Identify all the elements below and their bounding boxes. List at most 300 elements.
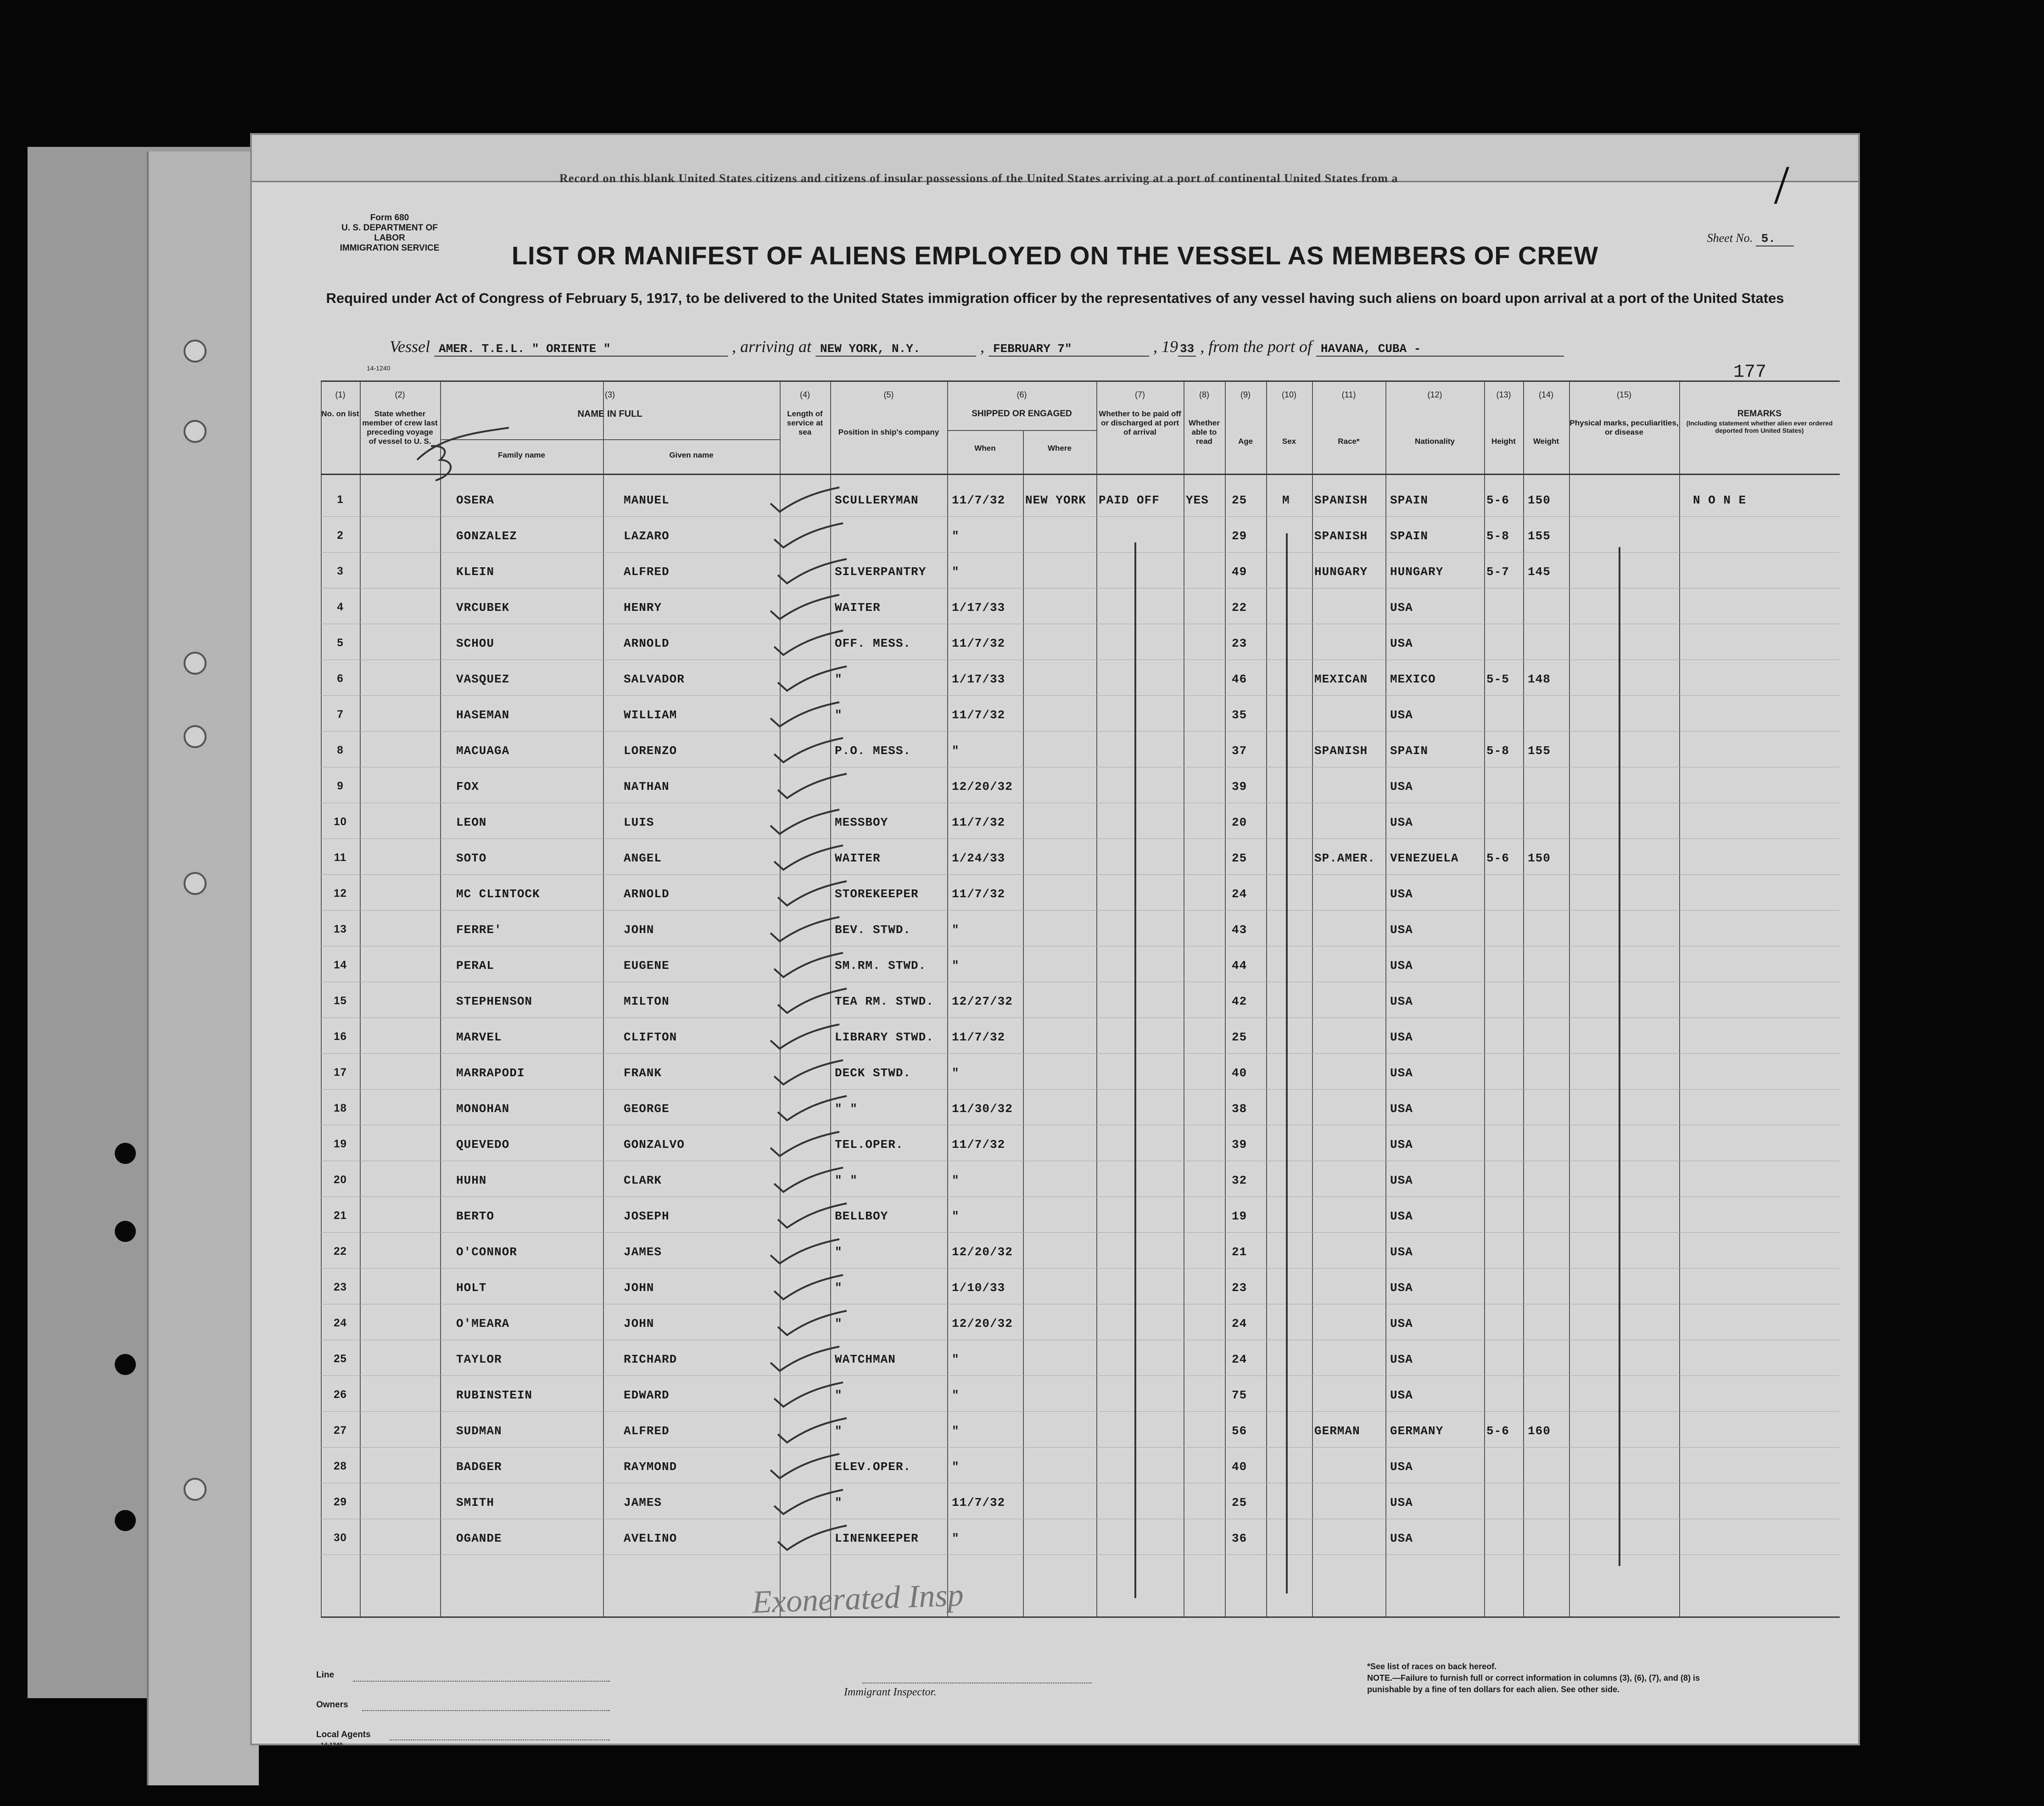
cell-age: 75 <box>1232 1388 1247 1402</box>
vessel-label: Vessel <box>390 337 430 356</box>
cell-no: 12 <box>334 887 347 900</box>
cell-age: 24 <box>1232 1317 1247 1331</box>
cell-given: JOHN <box>624 923 654 937</box>
cell-no: 16 <box>334 1030 347 1043</box>
cell-when: " <box>952 1353 960 1366</box>
cell-age: 20 <box>1232 816 1247 829</box>
cell-nationality: USA <box>1390 1030 1413 1044</box>
cell-age: 23 <box>1232 637 1247 650</box>
cell-position: " <box>835 672 843 686</box>
cell-nationality: MEXICO <box>1390 672 1436 686</box>
footer-notes <box>1367 1661 1716 1695</box>
cell-age: 32 <box>1232 1174 1247 1187</box>
cell-nationality: USA <box>1390 601 1413 615</box>
cell-position: SILVERPANTRY <box>835 565 927 579</box>
cell-when: " <box>952 1460 960 1474</box>
header-family-name: Family name <box>498 451 545 459</box>
cell-when: 1/17/33 <box>952 672 1005 686</box>
cell-race: GERMAN <box>1314 1424 1360 1438</box>
cell-nationality: USA <box>1390 1388 1413 1402</box>
cell-no: 10 <box>334 816 347 828</box>
cell-family: SMITH <box>456 1496 495 1510</box>
cell-weight: 150 <box>1528 851 1551 865</box>
cell-height: 5-8 <box>1486 744 1509 758</box>
cell-nationality: USA <box>1390 1245 1413 1259</box>
arrival-port: NEW YORK, N.Y. <box>815 342 976 357</box>
cell-read: YES <box>1186 493 1209 507</box>
footer-agents-code: 14-1240 <box>321 1741 343 1748</box>
cell-family: SOTO <box>456 851 487 865</box>
cell-when: " <box>952 565 960 579</box>
cell-position: SM.RM. STWD. <box>835 959 927 973</box>
cell-when: " <box>952 1532 960 1545</box>
footer-line-label: Line <box>316 1670 335 1680</box>
cell-height: 5-6 <box>1486 851 1509 865</box>
cell-nationality: USA <box>1390 1460 1413 1474</box>
cell-no: 30 <box>334 1532 347 1544</box>
binder-ring <box>184 872 207 895</box>
cell-family: MACUAGA <box>456 744 510 758</box>
cell-nationality: USA <box>1390 1174 1413 1187</box>
cell-age: 23 <box>1232 1281 1247 1295</box>
cell-age: 35 <box>1232 708 1247 722</box>
cell-when: 11/7/32 <box>952 708 1005 722</box>
cell-no: 26 <box>334 1388 347 1401</box>
cell-no: 17 <box>334 1066 347 1079</box>
cell-age: 39 <box>1232 1138 1247 1152</box>
cell-when: " <box>952 1424 960 1438</box>
cell-nationality: SPAIN <box>1390 744 1429 758</box>
cell-nationality: USA <box>1390 1496 1413 1510</box>
cell-when: 1/17/33 <box>952 601 1005 615</box>
cell-position: ELEV.OPER. <box>835 1460 911 1474</box>
cell-no: 25 <box>334 1353 347 1365</box>
cell-family: GONZALEZ <box>456 529 517 543</box>
cell-given: GONZALVO <box>624 1138 685 1152</box>
cell-position: " <box>835 1388 843 1402</box>
cell-when: 1/10/33 <box>952 1281 1005 1295</box>
departure-port: HAVANA, CUBA - <box>1316 342 1564 357</box>
inspector-label: Immigrant Inspector. <box>844 1686 937 1698</box>
cell-family: HUHN <box>456 1174 487 1187</box>
cell-no: 13 <box>334 923 347 935</box>
cell-position: " <box>835 708 843 722</box>
binder-ring <box>184 652 207 675</box>
cell-height: 5-6 <box>1486 1424 1509 1438</box>
cell-position: " <box>835 1245 843 1259</box>
cell-position: STOREKEEPER <box>835 887 919 901</box>
cell-family: STEPHENSON <box>456 995 533 1008</box>
ditto-strokes <box>321 382 1840 1616</box>
cell-when: 11/30/32 <box>952 1102 1013 1116</box>
cell-no: 1 <box>337 493 344 506</box>
cell-family: HOLT <box>456 1281 487 1295</box>
cell-nationality: SPAIN <box>1390 493 1429 507</box>
year-label: , 19 <box>1153 337 1178 356</box>
cell-given: FRANK <box>624 1066 662 1080</box>
cell-family: KLEIN <box>456 565 495 579</box>
cell-position: WAITER <box>835 601 881 615</box>
footer-owners-label: Owners <box>316 1700 348 1710</box>
cell-nationality: USA <box>1390 1102 1413 1116</box>
col-number: (14) <box>1538 390 1553 399</box>
col-number: (10) <box>1281 390 1296 399</box>
footer-rule <box>353 1681 610 1682</box>
cell-race: MEXICAN <box>1314 672 1368 686</box>
col-number: (7) <box>1135 390 1145 399</box>
cell-no: 2 <box>337 529 344 542</box>
cell-weight: 148 <box>1528 672 1551 686</box>
cell-nationality: USA <box>1390 1281 1413 1295</box>
binder-hole <box>115 1143 136 1164</box>
cell-when: " <box>952 959 960 973</box>
cell-family: MONOHAN <box>456 1102 510 1116</box>
cell-no: 7 <box>337 708 344 721</box>
header-remarks: REMARKS <box>1737 409 1782 419</box>
cell-age: 36 <box>1232 1532 1247 1545</box>
cell-nationality: USA <box>1390 923 1413 937</box>
cell-no: 19 <box>334 1138 347 1150</box>
cell-family: LEON <box>456 816 487 829</box>
cell-weight: 155 <box>1528 744 1551 758</box>
cell-age: 22 <box>1232 601 1247 615</box>
cell-position: " " <box>835 1102 858 1116</box>
cell-race: SP.AMER. <box>1314 851 1375 865</box>
cell-when: " <box>952 529 960 543</box>
cell-age: 24 <box>1232 887 1247 901</box>
cell-given: LAZARO <box>624 529 670 543</box>
form-line: IMMIGRATION SERVICE <box>340 243 440 253</box>
cell-age: 29 <box>1232 529 1247 543</box>
form-line: U. S. DEPARTMENT OF LABOR <box>341 223 438 243</box>
col-number: (11) <box>1341 390 1356 399</box>
cell-weight: 145 <box>1528 565 1551 579</box>
cell-no: 28 <box>334 1460 347 1472</box>
header-able-read: Whether able to read <box>1189 419 1220 446</box>
arrival-year: 33 <box>1178 342 1196 357</box>
cell-age: 44 <box>1232 959 1247 973</box>
top-notice: Record on this blank United States citizens and citizens of insular possessions of the United States arriving at a port of continental United States from a <box>559 172 1398 185</box>
header-where: Where <box>1048 444 1072 453</box>
page-number: 177 <box>1733 362 1766 383</box>
vessel-line: Vessel AMER. T.E.L. " ORIENTE " , arriving at NEW YORK, N.Y. , FEBRUARY 7" , 19 33 , from the port of HAVANA, CUBA - <box>390 337 1812 360</box>
header-weight: Weight <box>1533 437 1559 446</box>
cell-no: 11 <box>334 851 347 864</box>
col-number: (1) <box>335 390 346 399</box>
header-race: Race* <box>1338 437 1360 446</box>
cell-given: ALFRED <box>624 565 670 579</box>
header-height: Height <box>1491 437 1516 446</box>
binder-ring <box>184 725 207 748</box>
cell-when: 11/7/32 <box>952 816 1005 829</box>
cell-age: 19 <box>1232 1209 1247 1223</box>
cell-given: MILTON <box>624 995 670 1008</box>
col-number: (9) <box>1240 390 1251 399</box>
vessel-name: AMER. T.E.L. " ORIENTE " <box>434 342 728 357</box>
arriving-label: , arriving at <box>732 337 811 356</box>
cell-no: 15 <box>334 995 347 1007</box>
cell-height: 5-5 <box>1486 672 1509 686</box>
cell-position: " <box>835 1317 843 1331</box>
cell-family: MARVEL <box>456 1030 502 1044</box>
cell-when: 12/20/32 <box>952 1317 1013 1331</box>
cell-position: LIBRARY STWD. <box>835 1030 934 1044</box>
cell-no: 9 <box>337 780 344 792</box>
header-length-service: Length of service at sea <box>787 409 823 436</box>
cell-nationality: USA <box>1390 995 1413 1008</box>
cell-family: O'CONNOR <box>456 1245 517 1259</box>
cell-given: RICHARD <box>624 1353 677 1366</box>
cell-height: 5-6 <box>1486 493 1509 507</box>
cell-no: 21 <box>334 1209 347 1222</box>
cell-given: LUIS <box>624 816 654 829</box>
cell-family: PERAL <box>456 959 495 973</box>
cell-nationality: USA <box>1390 780 1413 794</box>
cell-age: 49 <box>1232 565 1247 579</box>
note-races: *See list of races on back hereof. <box>1367 1662 1497 1671</box>
cell-position: TEA RM. STWD. <box>835 995 934 1008</box>
cell-given: EDWARD <box>624 1388 670 1402</box>
cell-age: 25 <box>1232 1030 1247 1044</box>
cell-nationality: USA <box>1390 959 1413 973</box>
col-number: (12) <box>1427 390 1442 399</box>
binder-hole <box>115 1221 136 1242</box>
form-line: Form 680 <box>370 213 409 223</box>
cell-given: JOHN <box>624 1281 654 1295</box>
cell-family: BADGER <box>456 1460 502 1474</box>
cell-weight: 155 <box>1528 529 1551 543</box>
cell-nationality: HUNGARY <box>1390 565 1444 579</box>
binder-hole <box>115 1354 136 1375</box>
from-label: , from the port of <box>1200 337 1312 356</box>
cell-given: JAMES <box>624 1245 662 1259</box>
cell-when: 12/20/32 <box>952 780 1013 794</box>
cell-family: HASEMAN <box>456 708 510 722</box>
cell-position: DECK STWD. <box>835 1066 911 1080</box>
header-name-in-full: NAME IN FULL <box>577 409 642 419</box>
cell-no: 29 <box>334 1496 347 1508</box>
cell-nationality: USA <box>1390 637 1413 650</box>
cell-age: 39 <box>1232 780 1247 794</box>
cell-age: 25 <box>1232 851 1247 865</box>
cell-when: 11/7/32 <box>952 1030 1005 1044</box>
cell-no: 6 <box>337 672 344 685</box>
cell-no: 24 <box>334 1317 347 1329</box>
cell-family: RUBINSTEIN <box>456 1388 533 1402</box>
cell-when: 11/7/32 <box>952 1138 1005 1152</box>
cell-nationality: GERMANY <box>1390 1424 1444 1438</box>
cell-position: " <box>835 1281 843 1295</box>
cell-age: 21 <box>1232 1245 1247 1259</box>
cell-when: 12/20/32 <box>952 1245 1013 1259</box>
cell-nationality: VENEZUELA <box>1390 851 1459 865</box>
cell-when: 11/7/32 <box>952 1496 1005 1510</box>
header-age: Age <box>1238 437 1253 446</box>
cell-position: MESSBOY <box>835 816 888 829</box>
cell-no: 23 <box>334 1281 347 1293</box>
cell-family: VASQUEZ <box>456 672 510 686</box>
cell-given: CLARK <box>624 1174 662 1187</box>
cell-race: SPANISH <box>1314 744 1368 758</box>
cell-where: NEW YORK <box>1025 493 1086 507</box>
cell-given: ARNOLD <box>624 887 670 901</box>
cell-when: 1/24/33 <box>952 851 1005 865</box>
header-given-name: Given name <box>669 451 714 459</box>
cell-family: OSERA <box>456 493 495 507</box>
col-number: (13) <box>1496 390 1511 399</box>
cell-age: 40 <box>1232 1066 1247 1080</box>
cell-position: " <box>835 1424 843 1438</box>
cell-nationality: USA <box>1390 1317 1413 1331</box>
cell-weight: 160 <box>1528 1424 1551 1438</box>
cell-no: 8 <box>337 744 344 756</box>
cell-nationality: USA <box>1390 1066 1413 1080</box>
cell-given: RAYMOND <box>624 1460 677 1474</box>
cell-family: SUDMAN <box>456 1424 502 1438</box>
cell-given: HENRY <box>624 601 662 615</box>
cell-when: 11/7/32 <box>952 493 1005 507</box>
footer-rule <box>362 1710 610 1711</box>
cell-given: WILLIAM <box>624 708 677 722</box>
cell-given: NATHAN <box>624 780 670 794</box>
cell-age: 43 <box>1232 923 1247 937</box>
cell-when: " <box>952 1209 960 1223</box>
cell-nationality: USA <box>1390 1353 1413 1366</box>
cell-race: SPANISH <box>1314 493 1368 507</box>
cell-position: BELLBOY <box>835 1209 888 1223</box>
rear-page-edge <box>147 151 259 1785</box>
cell-family: FOX <box>456 780 479 794</box>
cell-no: 5 <box>337 637 344 649</box>
cell-position: BEV. STWD. <box>835 923 911 937</box>
header-sex: Sex <box>1282 437 1296 446</box>
footer-rule <box>390 1739 610 1740</box>
cell-position: P.O. MESS. <box>835 744 911 758</box>
cell-when: " <box>952 744 960 758</box>
cell-position: LINENKEEPER <box>835 1532 919 1545</box>
cell-no: 27 <box>334 1424 347 1437</box>
col-number: (8) <box>1199 390 1209 399</box>
header-paid-off: Whether to be paid off or discharged at port of arrival <box>1099 409 1181 436</box>
inspector-signature: Exonerated Insp <box>751 1577 964 1621</box>
cell-age: 42 <box>1232 995 1247 1008</box>
binder-ring <box>184 420 207 443</box>
cell-family: FERRE' <box>456 923 502 937</box>
cell-given: CLIFTON <box>624 1030 677 1044</box>
cell-height: 5-7 <box>1486 565 1509 579</box>
cell-age: 38 <box>1232 1102 1247 1116</box>
page-title: LIST OR MANIFEST OF ALIENS EMPLOYED ON THE VESSEL AS MEMBERS OF CREW <box>511 241 1599 270</box>
cell-given: LORENZO <box>624 744 677 758</box>
sheet-number <box>1707 231 1794 246</box>
cell-given: ANGEL <box>624 851 662 865</box>
cell-position: SCULLERYMAN <box>835 493 919 507</box>
cell-paid: PAID OFF <box>1099 493 1160 507</box>
cell-race: SPANISH <box>1314 529 1368 543</box>
cell-family: MC CLINTOCK <box>456 887 540 901</box>
cell-given: MANUEL <box>624 493 670 507</box>
cell-given: SALVADOR <box>624 672 685 686</box>
cell-nationality: USA <box>1390 708 1413 722</box>
binder-ring <box>184 340 207 363</box>
binder-hole <box>115 1510 136 1531</box>
cell-position: WATCHMAN <box>835 1353 896 1366</box>
stamp-code: 14-1240 <box>367 364 391 372</box>
cell-family: O'MEARA <box>456 1317 510 1331</box>
cell-age: 46 <box>1232 672 1247 686</box>
cell-when: " <box>952 1388 960 1402</box>
subtitle: Required under Act of Congress of February 5, 1917, to be delivered to the United States immigration officer by the representatives of any vessel having such aliens on board upon arrival at a port of the United States <box>326 290 1784 306</box>
header-when: When <box>974 444 996 453</box>
cell-position: WAITER <box>835 851 881 865</box>
cell-family: OGANDE <box>456 1532 502 1545</box>
cell-when: " <box>952 923 960 937</box>
header-position: Position in ship's company <box>838 428 939 436</box>
col-number: (3) <box>605 390 615 399</box>
header-shipped: SHIPPED OR ENGAGED <box>972 409 1072 419</box>
cell-position: " <box>835 1496 843 1510</box>
cell-nationality: USA <box>1390 1209 1413 1223</box>
cell-family: BERTO <box>456 1209 495 1223</box>
cell-age: 40 <box>1232 1460 1247 1474</box>
col-number: (4) <box>800 390 810 399</box>
manifest-page <box>250 133 1860 1748</box>
sheet-label: Sheet No. <box>1707 231 1753 245</box>
col-number: (5) <box>883 390 894 399</box>
cell-position: TEL.OPER. <box>835 1138 904 1152</box>
cell-given: GEORGE <box>624 1102 670 1116</box>
cell-race: HUNGARY <box>1314 565 1368 579</box>
cell-sex: M <box>1282 493 1290 507</box>
cell-when: " <box>952 1174 960 1187</box>
cell-age: 25 <box>1232 1496 1247 1510</box>
cell-age: 37 <box>1232 744 1247 758</box>
cell-position: OFF. MESS. <box>835 637 911 650</box>
cell-when: 11/7/32 <box>952 887 1005 901</box>
cell-weight: 150 <box>1528 493 1551 507</box>
cell-age: 25 <box>1232 493 1247 507</box>
cell-given: JOSEPH <box>624 1209 670 1223</box>
cell-given: ARNOLD <box>624 637 670 650</box>
header-nationality: Nationality <box>1415 437 1455 446</box>
cell-family: SCHOU <box>456 637 495 650</box>
binder-ring <box>184 1478 207 1501</box>
cell-nationality: SPAIN <box>1390 529 1429 543</box>
sheet-value: 5. <box>1756 232 1794 246</box>
cell-age: 56 <box>1232 1424 1247 1438</box>
cell-given: JAMES <box>624 1496 662 1510</box>
header-state-whether: State whether member of crew last preceding voyage of vessel to U. S. <box>362 409 438 446</box>
header-no-on-list: No. on list <box>321 409 359 418</box>
cell-nationality: USA <box>1390 1138 1413 1152</box>
col-number: (15) <box>1616 390 1631 399</box>
cell-family: QUEVEDO <box>456 1138 510 1152</box>
cell-given: ALFRED <box>624 1424 670 1438</box>
cell-family: TAYLOR <box>456 1353 502 1366</box>
footer-agents-label: Local Agents <box>316 1730 371 1739</box>
cell-when: 11/7/32 <box>952 637 1005 650</box>
cell-when: " <box>952 1066 960 1080</box>
header-physical: Physical marks, peculiarities, or disease <box>1569 419 1679 436</box>
cell-no: 18 <box>334 1102 347 1114</box>
cell-no: 4 <box>337 601 344 613</box>
cell-when: 12/27/32 <box>952 995 1013 1008</box>
arrival-date: FEBRUARY 7" <box>988 342 1149 357</box>
note-penalty: NOTE.—Failure to furnish full or correct information in columns (3), (6), (7), and (8) is punishable by a fine of ten dollars for each alien. See other side. <box>1367 1673 1700 1694</box>
cell-position: " " <box>835 1174 858 1187</box>
cell-no: 14 <box>334 959 347 971</box>
cell-height: 5-8 <box>1486 529 1509 543</box>
